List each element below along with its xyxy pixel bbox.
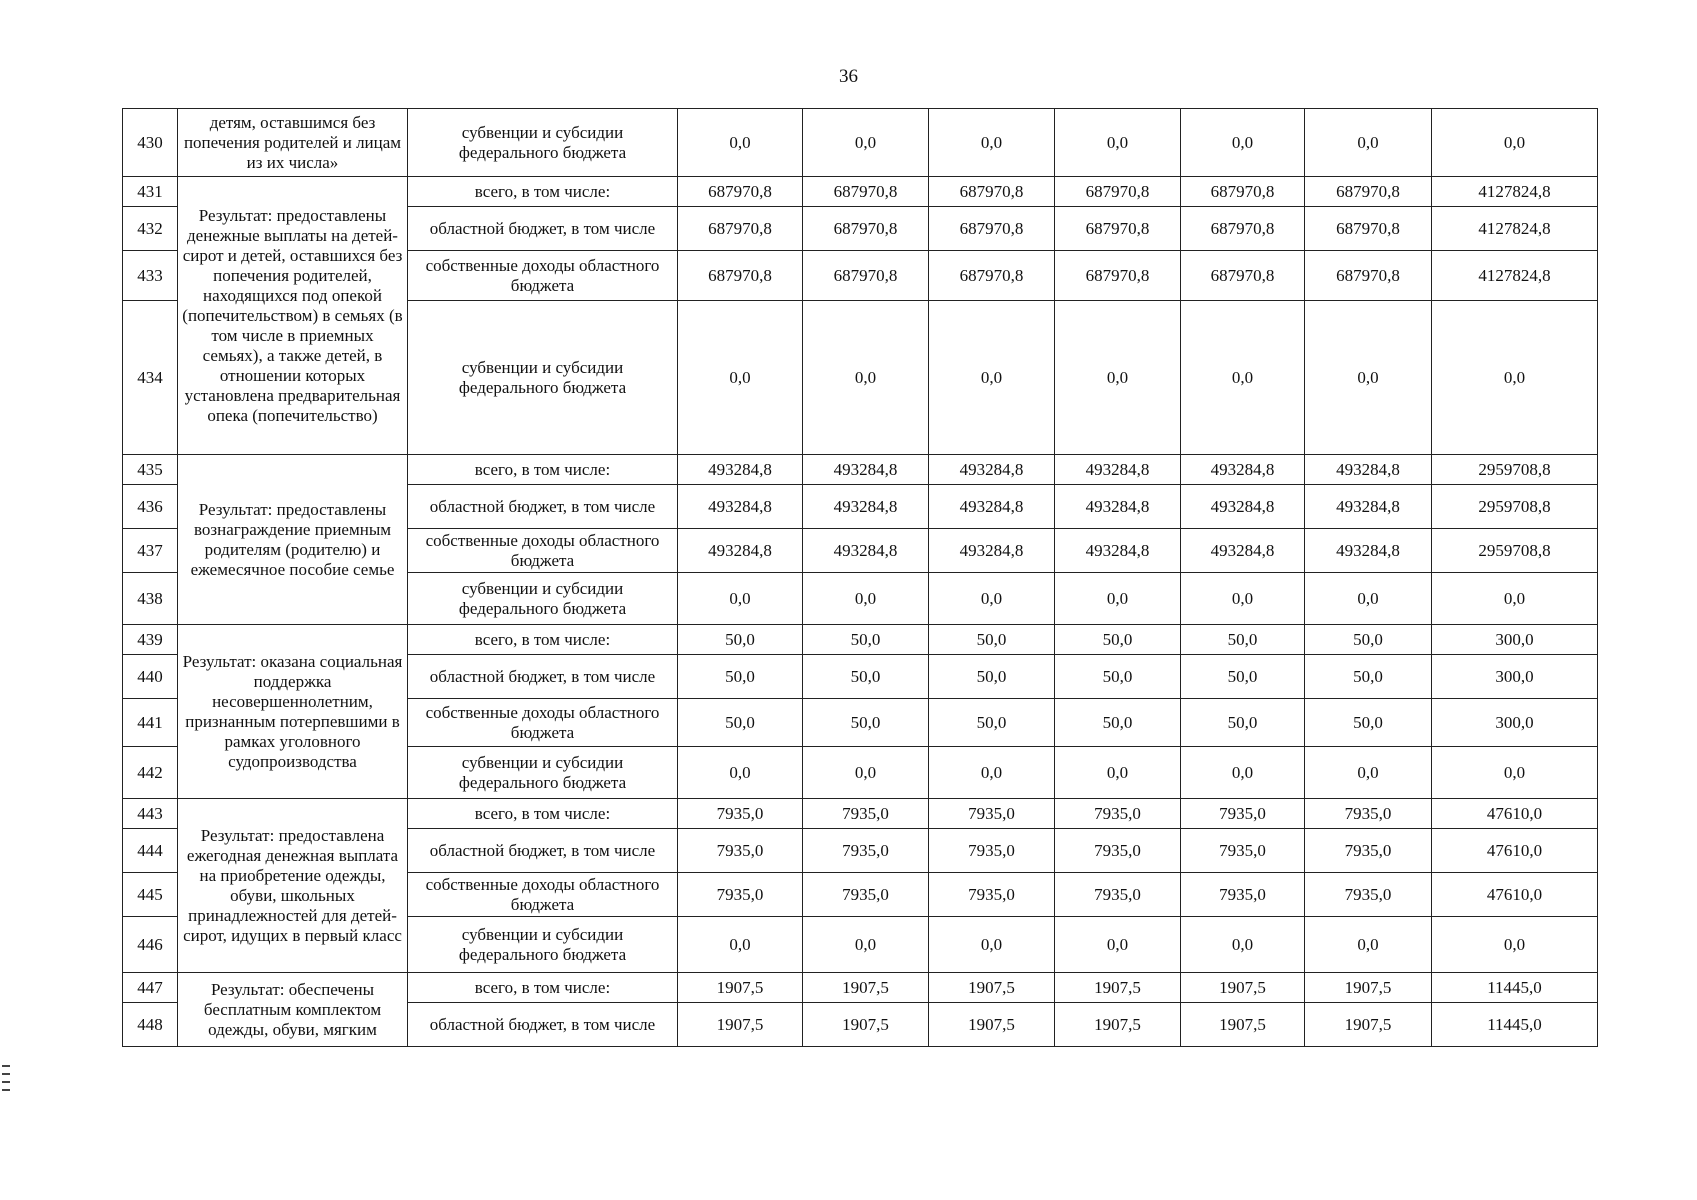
year-value-cell: 1907,5 <box>803 1003 929 1047</box>
funding-source: собственные доходы областного бюджета <box>408 251 678 301</box>
year-value-cell: 0,0 <box>1055 747 1181 799</box>
year-value-cell: 0,0 <box>1305 747 1432 799</box>
year-value-cell: 7935,0 <box>1055 873 1181 917</box>
year-value-cell: 50,0 <box>1181 699 1305 747</box>
year-value-cell: 493284,8 <box>803 529 929 573</box>
year-value-cell: 50,0 <box>1181 655 1305 699</box>
year-value-cell: 687970,8 <box>1305 177 1432 207</box>
row-number: 434 <box>123 301 178 455</box>
funding-source: субвенции и субсидии федерального бюджета <box>408 747 678 799</box>
row-number: 438 <box>123 573 178 625</box>
year-value-cell: 493284,8 <box>1181 529 1305 573</box>
total-value-cell: 2959708,8 <box>1432 529 1598 573</box>
margin-marks <box>2 1065 10 1105</box>
year-value-cell: 0,0 <box>678 109 803 177</box>
table-row <box>123 973 1598 1003</box>
year-value-cell: 687970,8 <box>803 251 929 301</box>
year-value-cell: 50,0 <box>1305 655 1432 699</box>
row-number: 432 <box>123 207 178 251</box>
year-value-cell: 1907,5 <box>1055 1003 1181 1047</box>
year-value-cell: 7935,0 <box>678 873 803 917</box>
year-value-cell: 7935,0 <box>1055 799 1181 829</box>
year-value-cell: 687970,8 <box>929 251 1055 301</box>
year-value-cell: 0,0 <box>678 301 803 455</box>
result-description: Результат: предоставлена ежегодная денежная выплата на приобретение одежды, обуви, школьных принадлежностей для детей-сирот, идущих в первый класс <box>178 799 408 973</box>
year-value-cell: 50,0 <box>1305 699 1432 747</box>
row-number: 436 <box>123 485 178 529</box>
row-number: 448 <box>123 1003 178 1047</box>
year-value-cell: 493284,8 <box>1055 485 1181 529</box>
total-value-cell: 47610,0 <box>1432 829 1598 873</box>
table-row <box>123 177 1598 207</box>
year-value-cell: 0,0 <box>1181 301 1305 455</box>
row-number: 441 <box>123 699 178 747</box>
row-number: 446 <box>123 917 178 973</box>
table-row <box>123 625 1598 655</box>
year-value-cell: 1907,5 <box>1305 1003 1432 1047</box>
result-description: Результат: предоставлены вознаграждение приемным родителям (родителю) и ежемесячное пособие семье <box>178 455 408 625</box>
year-value-cell: 687970,8 <box>929 207 1055 251</box>
year-value-cell: 0,0 <box>678 747 803 799</box>
year-value-cell: 493284,8 <box>1305 455 1432 485</box>
year-value-cell: 0,0 <box>1055 109 1181 177</box>
year-value-cell: 7935,0 <box>803 829 929 873</box>
year-value-cell: 7935,0 <box>1305 829 1432 873</box>
row-number: 439 <box>123 625 178 655</box>
year-value-cell: 687970,8 <box>1181 251 1305 301</box>
funding-source: областной бюджет, в том числе <box>408 207 678 251</box>
total-value-cell: 0,0 <box>1432 109 1598 177</box>
year-value-cell: 1907,5 <box>803 973 929 1003</box>
year-value-cell: 50,0 <box>1055 625 1181 655</box>
year-value-cell: 7935,0 <box>929 829 1055 873</box>
year-value-cell: 50,0 <box>803 699 929 747</box>
year-value-cell: 50,0 <box>803 655 929 699</box>
year-value-cell: 0,0 <box>803 301 929 455</box>
funding-source: всего, в том числе: <box>408 625 678 655</box>
year-value-cell: 493284,8 <box>929 485 1055 529</box>
year-value-cell: 493284,8 <box>1055 455 1181 485</box>
total-value-cell: 0,0 <box>1432 301 1598 455</box>
total-value-cell: 47610,0 <box>1432 799 1598 829</box>
row-number: 430 <box>123 109 178 177</box>
year-value-cell: 0,0 <box>1055 301 1181 455</box>
row-number: 445 <box>123 873 178 917</box>
year-value-cell: 1907,5 <box>678 973 803 1003</box>
total-value-cell: 300,0 <box>1432 625 1598 655</box>
year-value-cell: 493284,8 <box>678 485 803 529</box>
total-value-cell: 11445,0 <box>1432 1003 1598 1047</box>
total-value-cell: 4127824,8 <box>1432 251 1598 301</box>
year-value-cell: 1907,5 <box>929 1003 1055 1047</box>
year-value-cell: 493284,8 <box>1305 485 1432 529</box>
year-value-cell: 0,0 <box>1305 573 1432 625</box>
funding-source: собственные доходы областного бюджета <box>408 873 678 917</box>
total-value-cell: 11445,0 <box>1432 973 1598 1003</box>
year-value-cell: 0,0 <box>1181 573 1305 625</box>
year-value-cell: 0,0 <box>1305 301 1432 455</box>
funding-source: всего, в том числе: <box>408 455 678 485</box>
year-value-cell: 0,0 <box>803 109 929 177</box>
year-value-cell: 687970,8 <box>1181 177 1305 207</box>
funding-source: областной бюджет, в том числе <box>408 1003 678 1047</box>
total-value-cell: 0,0 <box>1432 917 1598 973</box>
row-number: 440 <box>123 655 178 699</box>
year-value-cell: 50,0 <box>929 699 1055 747</box>
year-value-cell: 50,0 <box>678 655 803 699</box>
year-value-cell: 7935,0 <box>1305 873 1432 917</box>
row-number: 435 <box>123 455 178 485</box>
row-number: 431 <box>123 177 178 207</box>
year-value-cell: 50,0 <box>678 699 803 747</box>
year-value-cell: 493284,8 <box>929 455 1055 485</box>
year-value-cell: 493284,8 <box>678 455 803 485</box>
year-value-cell: 7935,0 <box>1181 829 1305 873</box>
year-value-cell: 7935,0 <box>803 873 929 917</box>
year-value-cell: 50,0 <box>929 655 1055 699</box>
year-value-cell: 0,0 <box>1305 109 1432 177</box>
row-number: 433 <box>123 251 178 301</box>
total-value-cell: 2959708,8 <box>1432 485 1598 529</box>
total-value-cell: 4127824,8 <box>1432 207 1598 251</box>
year-value-cell: 687970,8 <box>1055 177 1181 207</box>
year-value-cell: 687970,8 <box>1305 207 1432 251</box>
year-value-cell: 687970,8 <box>1305 251 1432 301</box>
year-value-cell: 0,0 <box>1305 917 1432 973</box>
year-value-cell: 0,0 <box>803 573 929 625</box>
year-value-cell: 0,0 <box>678 917 803 973</box>
funding-source: областной бюджет, в том числе <box>408 485 678 529</box>
year-value-cell: 0,0 <box>1181 747 1305 799</box>
row-number: 447 <box>123 973 178 1003</box>
year-value-cell: 0,0 <box>1055 917 1181 973</box>
year-value-cell: 493284,8 <box>929 529 1055 573</box>
table-row <box>123 109 1598 177</box>
year-value-cell: 493284,8 <box>1181 455 1305 485</box>
funding-source: областной бюджет, в том числе <box>408 829 678 873</box>
funding-source: всего, в том числе: <box>408 799 678 829</box>
year-value-cell: 7935,0 <box>678 799 803 829</box>
year-value-cell: 687970,8 <box>1055 251 1181 301</box>
funding-source: субвенции и субсидии федерального бюджета <box>408 109 678 177</box>
year-value-cell: 493284,8 <box>1305 529 1432 573</box>
total-value-cell: 2959708,8 <box>1432 455 1598 485</box>
year-value-cell: 0,0 <box>929 747 1055 799</box>
funding-source: всего, в том числе: <box>408 177 678 207</box>
year-value-cell: 687970,8 <box>803 177 929 207</box>
total-value-cell: 47610,0 <box>1432 873 1598 917</box>
total-value-cell: 4127824,8 <box>1432 177 1598 207</box>
year-value-cell: 0,0 <box>1181 917 1305 973</box>
total-value-cell: 300,0 <box>1432 655 1598 699</box>
year-value-cell: 7935,0 <box>929 799 1055 829</box>
year-value-cell: 0,0 <box>1181 109 1305 177</box>
total-value-cell: 0,0 <box>1432 747 1598 799</box>
year-value-cell: 493284,8 <box>1181 485 1305 529</box>
year-value-cell: 0,0 <box>1055 573 1181 625</box>
year-value-cell: 50,0 <box>803 625 929 655</box>
funding-source: субвенции и субсидии федерального бюджета <box>408 301 678 455</box>
year-value-cell: 1907,5 <box>1305 973 1432 1003</box>
year-value-cell: 0,0 <box>929 917 1055 973</box>
year-value-cell: 0,0 <box>929 109 1055 177</box>
year-value-cell: 0,0 <box>803 917 929 973</box>
year-value-cell: 7935,0 <box>803 799 929 829</box>
result-description: Результат: оказана социальная поддержка несовершеннолетним, признанным потерпевшими в рамках уголовного судопроизводства <box>178 625 408 799</box>
year-value-cell: 493284,8 <box>803 455 929 485</box>
year-value-cell: 0,0 <box>929 573 1055 625</box>
year-value-cell: 687970,8 <box>1055 207 1181 251</box>
year-value-cell: 0,0 <box>803 747 929 799</box>
funding-source: собственные доходы областного бюджета <box>408 529 678 573</box>
year-value-cell: 1907,5 <box>1181 1003 1305 1047</box>
year-value-cell: 50,0 <box>678 625 803 655</box>
year-value-cell: 493284,8 <box>803 485 929 529</box>
total-value-cell: 0,0 <box>1432 573 1598 625</box>
year-value-cell: 687970,8 <box>803 207 929 251</box>
row-number: 437 <box>123 529 178 573</box>
table-row <box>123 455 1598 485</box>
budget-table <box>122 108 1598 1047</box>
table-row <box>123 799 1598 829</box>
funding-source: субвенции и субсидии федерального бюджета <box>408 573 678 625</box>
total-value-cell: 300,0 <box>1432 699 1598 747</box>
year-value-cell: 50,0 <box>1055 699 1181 747</box>
funding-source: собственные доходы областного бюджета <box>408 699 678 747</box>
year-value-cell: 0,0 <box>678 573 803 625</box>
row-number: 443 <box>123 799 178 829</box>
year-value-cell: 7935,0 <box>1181 873 1305 917</box>
year-value-cell: 50,0 <box>1305 625 1432 655</box>
result-description: Результат: обеспечены бесплатным комплектом одежды, обуви, мягким <box>178 973 408 1047</box>
year-value-cell: 50,0 <box>1055 655 1181 699</box>
year-value-cell: 687970,8 <box>678 251 803 301</box>
year-value-cell: 687970,8 <box>1181 207 1305 251</box>
funding-source: областной бюджет, в том числе <box>408 655 678 699</box>
year-value-cell: 50,0 <box>1181 625 1305 655</box>
budget-table-body <box>123 109 1598 1047</box>
funding-source: субвенции и субсидии федерального бюджета <box>408 917 678 973</box>
year-value-cell: 493284,8 <box>678 529 803 573</box>
year-value-cell: 1907,5 <box>1181 973 1305 1003</box>
year-value-cell: 0,0 <box>929 301 1055 455</box>
row-number: 444 <box>123 829 178 873</box>
year-value-cell: 7935,0 <box>1181 799 1305 829</box>
year-value-cell: 7935,0 <box>1305 799 1432 829</box>
funding-source: всего, в том числе: <box>408 973 678 1003</box>
year-value-cell: 7935,0 <box>929 873 1055 917</box>
year-value-cell: 1907,5 <box>929 973 1055 1003</box>
row-number: 442 <box>123 747 178 799</box>
year-value-cell: 687970,8 <box>929 177 1055 207</box>
year-value-cell: 1907,5 <box>678 1003 803 1047</box>
year-value-cell: 687970,8 <box>678 177 803 207</box>
page-number: 36 <box>839 66 858 87</box>
year-value-cell: 50,0 <box>929 625 1055 655</box>
year-value-cell: 687970,8 <box>678 207 803 251</box>
year-value-cell: 7935,0 <box>678 829 803 873</box>
result-description: Результат: предоставлены денежные выплаты на детей-сирот и детей, оставшихся без попечения родителей, находящихся под опекой (попечительством) в семьях (в том числе в приемных семьях), а также детей, в отношении которых установлена предварительная опека (попечительство) <box>178 177 408 455</box>
year-value-cell: 493284,8 <box>1055 529 1181 573</box>
year-value-cell: 1907,5 <box>1055 973 1181 1003</box>
year-value-cell: 7935,0 <box>1055 829 1181 873</box>
result-description: детям, оставшимся без попечения родителей и лицам из их числа» <box>178 109 408 177</box>
